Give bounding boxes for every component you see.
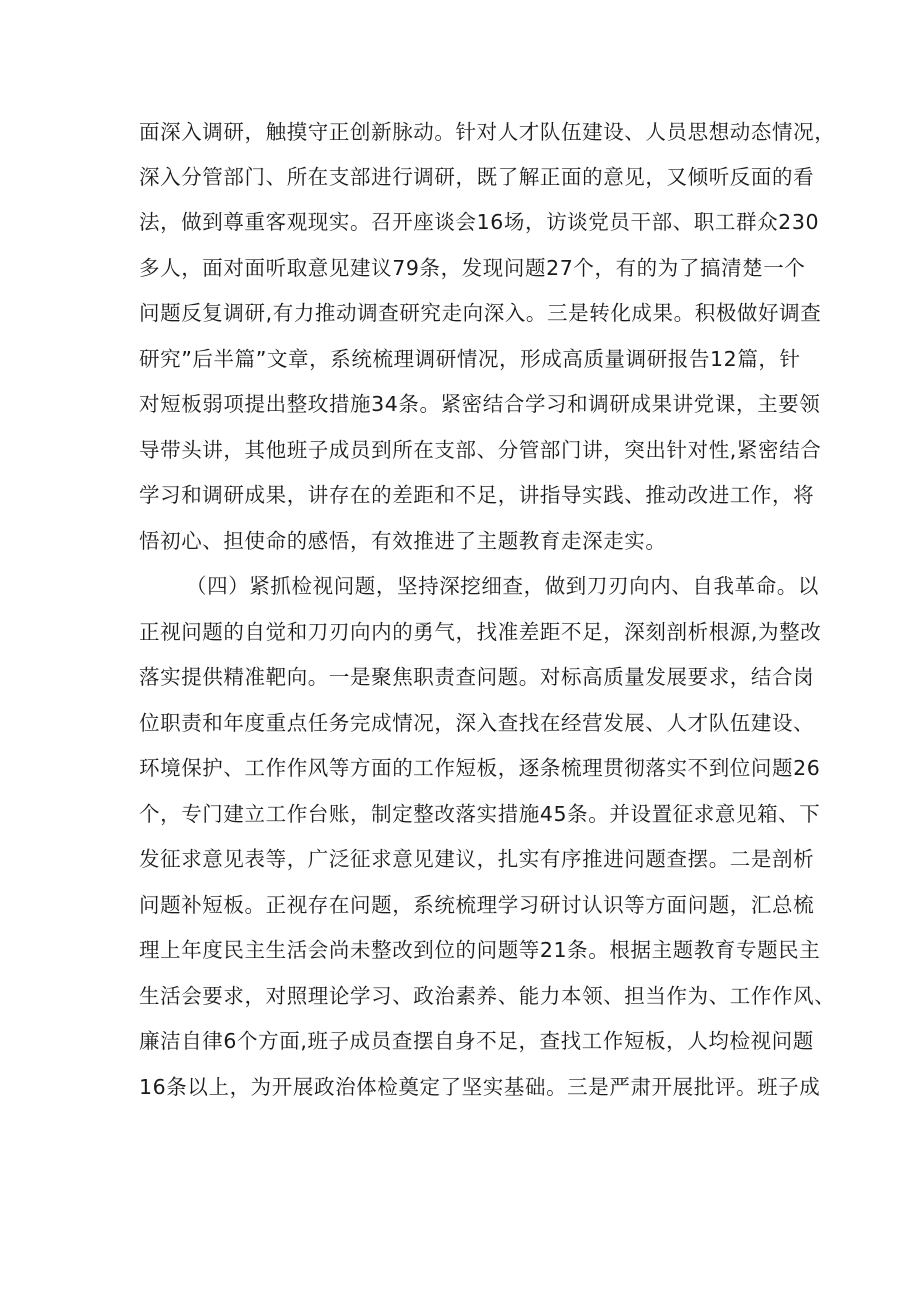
text-line: 16条以上，为开展政治体检奠定了坚实基础。三是严肃开展批评。班子成 [139,1075,821,1099]
text-line: 导带头讲，其他班子成员到所在支部、分管部门讲，突出针对性,紧密结合 [139,438,822,462]
text-line: 深入分管部门、所在支部进行调研，既了解正面的意见，又倾听反面的看 [139,165,815,189]
text-line: 环境保护、工作作风等方面的工作短板，逐条梳理贯彻落实不到位问题26 [139,756,821,780]
text-line: 对短板弱项提出整玫措施34条。紧密结合学习和调研成果讲党课，主要领 [139,392,821,416]
text-line: 理上年度民主生活会尚未整改到位的问题等21条。根据主题教育专题民主 [139,938,821,962]
text-line: 廉洁自律6个方面,班子成员查摆自身不足，查找工作短板，人均检视问题 [139,1029,814,1053]
text-line: 研究”后半篇”文章，系统梳理调研情况，形成高质量调研报告12篇，针 [139,347,801,371]
text-line: 学习和调研成果，讲存在的差距和不足，讲指导实践、推动改进工作，将 [139,483,815,507]
text-line: 落实提供精准靶向。一是聚焦职责查问题。对标高质量发展要求，结合岗 [139,665,815,689]
text-line: 问题补短板。正视存在问题，系统梳理学习研讨认识等方面问题，汇总梳 [139,893,815,917]
text-line: 位职责和年度重点任务完成情况，深入查找在经营发展、人才队伍建设、 [139,711,815,735]
text-line: 问题反复调研,有力推动调查研究走向深入。三是转化成果。积极做好调查 [139,301,822,325]
text-line: 生活会要求，对照理论学习、政治素养、能力本领、担当作为、工作作风、 [139,984,836,1008]
text-line: 个，专门建立工作台账，制定整改落实措施45条。并设置征求意见箱、下 [139,802,821,826]
text-line: 多人，面对面听取意见建议79条，发现问题27个，有的为了搞清楚一个 [139,256,806,280]
text-line: 发征求意见表等，广泛征求意见建议，扎实有序推进问题查摆。二是剖析 [139,847,815,871]
text-line: 面深入调研，触摸守正创新脉动。针对人才队伍建设、人员思想动态情况， [139,120,836,144]
text-line: 正视问题的自觉和刀刃向内的勇气，找准差距不足，深刻剖析根源,为整改 [139,620,822,644]
text-line: 法，做到尊重客观现实。召开座谈会16场，访谈党员干部、职工群众230 [139,210,820,234]
text-line: 悟初心、担使命的感悟，有效推进了主题教育走深走实。 [139,529,667,553]
section-heading-line: （四）紧抓检视问题，坚持深挖细查，做到刀刃向内、自我革命。以 [186,574,819,598]
